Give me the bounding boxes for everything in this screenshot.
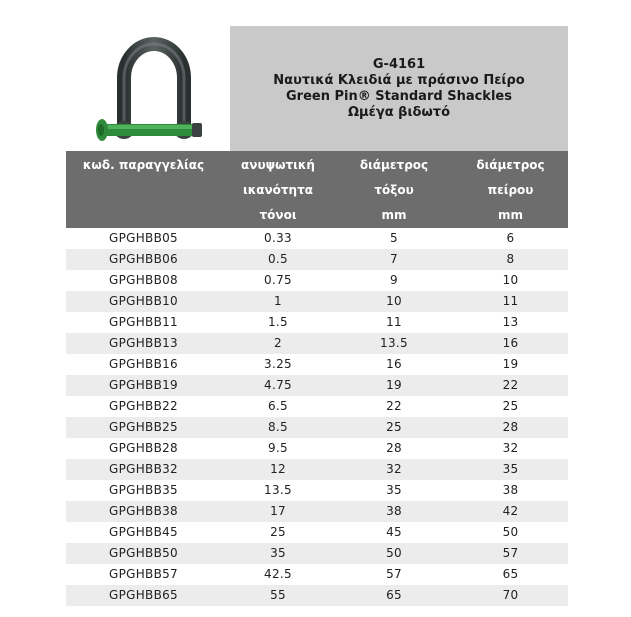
cell-pin-diameter: 32 <box>502 441 519 455</box>
cell-pin-diameter: 35 <box>502 462 519 476</box>
cell-pin-diameter: 16 <box>502 336 519 350</box>
cell-pin-diameter: 70 <box>502 588 519 602</box>
header-line: τόνοι <box>259 208 297 222</box>
cell-pin-diameter: 8 <box>506 252 515 266</box>
cell-bow-diameter: 13.5 <box>380 336 408 350</box>
shackle-icon <box>66 26 230 151</box>
header-line: τόξου <box>374 183 414 197</box>
table-row <box>66 228 568 249</box>
cell-order-code: GPGHBB08 <box>109 273 178 287</box>
cell-order-code: GPGHBB35 <box>109 483 178 497</box>
table-row <box>66 396 568 417</box>
table-body <box>66 228 568 606</box>
table-row <box>66 585 568 606</box>
cell-order-code: GPGHBB25 <box>109 420 178 434</box>
cell-lifting-capacity: 0.75 <box>264 273 292 287</box>
product-title-english: Green Pin® Standard Shackles <box>286 88 512 104</box>
cell-order-code: GPGHBB45 <box>109 525 178 539</box>
cell-order-code: GPGHBB16 <box>109 357 178 371</box>
cell-bow-diameter: 45 <box>386 525 402 539</box>
cell-bow-diameter: 57 <box>386 567 402 581</box>
cell-order-code: GPGHBB06 <box>109 252 178 266</box>
cell-bow-diameter: 9 <box>390 273 398 287</box>
cell-order-code: GPGHBB05 <box>109 231 178 245</box>
cell-lifting-capacity: 4.75 <box>264 378 292 392</box>
table-row <box>66 564 568 585</box>
header-line: mm <box>381 208 407 222</box>
header-line: κωδ. παραγγελίας <box>82 158 205 172</box>
header-line: ικανότητα <box>243 183 313 197</box>
cell-pin-diameter: 50 <box>502 525 519 539</box>
cell-lifting-capacity: 1.5 <box>268 315 288 329</box>
table-row <box>66 417 568 438</box>
cell-pin-diameter: 10 <box>502 273 519 287</box>
cell-pin-diameter: 25 <box>502 399 519 413</box>
cell-bow-diameter: 22 <box>386 399 402 413</box>
cell-bow-diameter: 65 <box>386 588 402 602</box>
header-line: πείρου <box>487 183 534 197</box>
cell-bow-diameter: 35 <box>386 483 402 497</box>
cell-lifting-capacity: 12 <box>270 462 286 476</box>
cell-lifting-capacity: 55 <box>270 588 286 602</box>
cell-lifting-capacity: 2 <box>274 336 282 350</box>
table-header-row <box>66 151 568 228</box>
cell-bow-diameter: 7 <box>390 252 398 266</box>
table-row <box>66 375 568 396</box>
cell-order-code: GPGHBB10 <box>109 294 178 308</box>
cell-lifting-capacity: 9.5 <box>268 441 288 455</box>
product-title-greek: Ναυτικά Κλειδιά με πράσινο Πείρο <box>273 72 525 88</box>
cell-lifting-capacity: 1 <box>274 294 282 308</box>
cell-order-code: GPGHBB11 <box>109 315 178 329</box>
product-image <box>66 26 230 151</box>
header-pin-diameter <box>453 151 568 228</box>
cell-pin-diameter: 38 <box>502 483 519 497</box>
cell-order-code: GPGHBB13 <box>109 336 178 350</box>
cell-lifting-capacity: 0.5 <box>268 252 288 266</box>
cell-order-code: GPGHBB19 <box>109 378 178 392</box>
cell-pin-diameter: 6 <box>506 231 515 245</box>
cell-lifting-capacity: 25 <box>270 525 286 539</box>
cell-pin-diameter: 57 <box>502 546 519 560</box>
table-row <box>66 522 568 543</box>
table-row <box>66 270 568 291</box>
cell-bow-diameter: 25 <box>386 420 402 434</box>
cell-bow-diameter: 28 <box>386 441 402 455</box>
cell-lifting-capacity: 42.5 <box>264 567 292 581</box>
cell-bow-diameter: 10 <box>386 294 402 308</box>
cell-bow-diameter: 5 <box>390 231 398 245</box>
title-box <box>230 26 568 151</box>
table-row <box>66 543 568 564</box>
header-bow-diameter <box>335 151 453 228</box>
header-order-code <box>66 151 221 228</box>
table-row <box>66 438 568 459</box>
header-lifting-capacity <box>221 151 335 228</box>
cell-pin-diameter: 22 <box>502 378 519 392</box>
table-row <box>66 249 568 270</box>
header-line: ανυψωτική <box>241 158 315 172</box>
cell-bow-diameter: 16 <box>386 357 402 371</box>
cell-pin-diameter: 19 <box>502 357 519 371</box>
header-line: διάμετρος <box>476 158 545 172</box>
cell-lifting-capacity: 0.33 <box>264 231 292 245</box>
spec-table <box>66 151 568 606</box>
cell-bow-diameter: 38 <box>386 504 402 518</box>
product-code: G-4161 <box>372 56 426 72</box>
cell-lifting-capacity: 3.25 <box>264 357 292 371</box>
table-row <box>66 354 568 375</box>
cell-order-code: GPGHBB65 <box>109 588 178 602</box>
table-row <box>66 459 568 480</box>
cell-pin-diameter: 13 <box>502 315 519 329</box>
table-row <box>66 501 568 522</box>
header-line: mm <box>497 208 523 222</box>
cell-order-code: GPGHBB50 <box>109 546 178 560</box>
table-row <box>66 312 568 333</box>
cell-bow-diameter: 50 <box>386 546 402 560</box>
cell-lifting-capacity: 6.5 <box>268 399 288 413</box>
cell-bow-diameter: 11 <box>386 315 402 329</box>
table-row <box>66 480 568 501</box>
cell-pin-diameter: 42 <box>502 504 519 518</box>
table-row <box>66 291 568 312</box>
cell-lifting-capacity: 35 <box>270 546 286 560</box>
cell-lifting-capacity: 8.5 <box>268 420 288 434</box>
cell-pin-diameter: 11 <box>502 294 519 308</box>
cell-order-code: GPGHBB32 <box>109 462 178 476</box>
cell-lifting-capacity: 17 <box>270 504 286 518</box>
cell-order-code: GPGHBB57 <box>109 567 178 581</box>
cell-order-code: GPGHBB28 <box>109 441 178 455</box>
cell-bow-diameter: 32 <box>386 462 402 476</box>
table-row <box>66 333 568 354</box>
header-line: διάμετρος <box>359 158 429 172</box>
cell-lifting-capacity: 13.5 <box>264 483 292 497</box>
cell-pin-diameter: 28 <box>502 420 519 434</box>
cell-order-code: GPGHBB38 <box>109 504 178 518</box>
cell-order-code: GPGHBB22 <box>109 399 178 413</box>
product-subtitle: Ωμέγα βιδωτό <box>348 104 450 120</box>
cell-bow-diameter: 19 <box>386 378 402 392</box>
cell-pin-diameter: 65 <box>502 567 519 581</box>
